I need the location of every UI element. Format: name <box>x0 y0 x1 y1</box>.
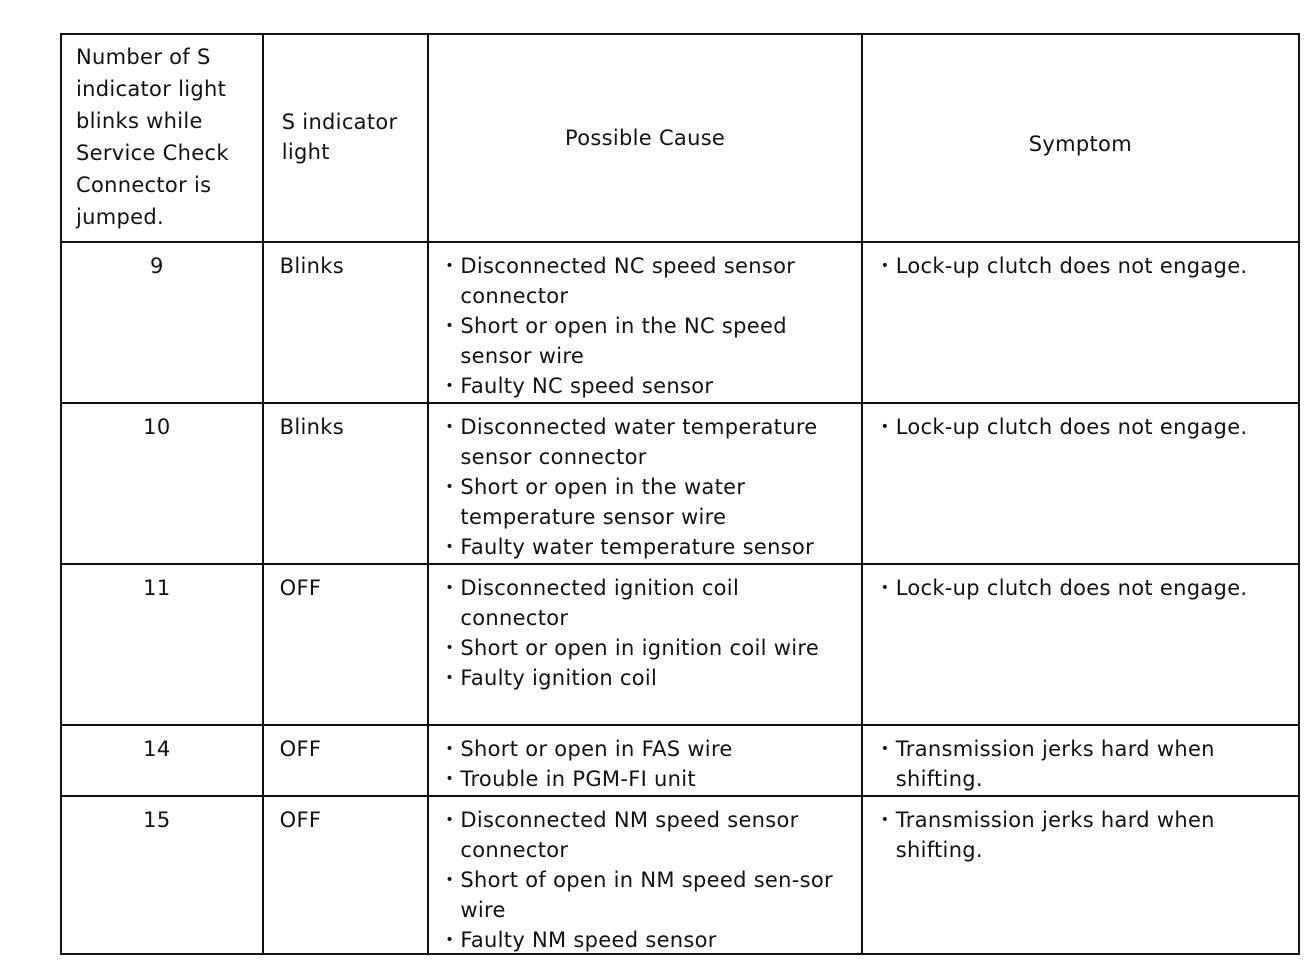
s-indicator-state: OFF <box>264 726 430 795</box>
diagnostic-table <box>60 33 1300 955</box>
header-symptom <box>863 35 1300 241</box>
symptom-cell <box>863 243 1300 402</box>
cause-list <box>443 251 852 401</box>
header-possible-cause-label: Possible Cause <box>565 126 726 150</box>
possible-cause-cell <box>429 726 862 795</box>
cause-item: • Short or open in the NC speed sensor wire <box>443 311 852 371</box>
cause-item: • Disconnected NC speed sensor connector <box>443 251 852 311</box>
symptom-item: • Transmission jerks hard when shifting. <box>879 734 1290 794</box>
cause-item: • Short of open in NM speed sen-sor wire <box>443 865 852 925</box>
cause-item: • Faulty water temperature sensor <box>443 532 852 562</box>
header-symptom-label: Symptom <box>1028 132 1132 156</box>
symptom-item: • Lock-up clutch does not engage. <box>879 573 1290 603</box>
cause-item: • Faulty NM speed sensor <box>443 925 852 955</box>
symptom-list <box>879 734 1290 794</box>
blink-count: 9 <box>62 243 264 402</box>
cause-item: • Disconnected ignition coil connector <box>443 573 852 633</box>
symptom-cell <box>863 565 1300 724</box>
symptom-cell <box>863 726 1300 795</box>
cause-item: • Faulty ignition coil <box>443 663 852 693</box>
table-row <box>62 243 1300 404</box>
blink-count: 11 <box>62 565 264 724</box>
cause-item: • Short or open in FAS wire <box>443 734 852 764</box>
symptom-item: • Transmission jerks hard when shifting. <box>879 805 1290 865</box>
symptom-list <box>879 573 1290 603</box>
possible-cause-cell <box>429 404 862 563</box>
s-indicator-state: Blinks <box>264 243 430 402</box>
cause-item: • Trouble in PGM-FI unit <box>443 764 852 794</box>
possible-cause-cell <box>429 243 862 402</box>
table-row <box>62 565 1300 726</box>
symptom-item: • Lock-up clutch does not engage. <box>879 412 1290 442</box>
table-header-row <box>62 35 1300 243</box>
cause-list <box>443 734 852 794</box>
symptom-cell <box>863 797 1300 953</box>
cause-item: • Short or open in ignition coil wire <box>443 633 852 663</box>
symptom-item: • Lock-up clutch does not engage. <box>879 251 1290 281</box>
cause-item: • Short or open in the water temperature sensor wire <box>443 472 852 532</box>
symptom-cell <box>863 404 1300 563</box>
blink-count: 15 <box>62 797 264 953</box>
table-row <box>62 404 1300 565</box>
table-row <box>62 797 1300 953</box>
cause-item: • Disconnected water temperature sensor connector <box>443 412 852 472</box>
s-indicator-state: OFF <box>264 797 430 953</box>
s-indicator-state: OFF <box>264 565 430 724</box>
s-indicator-state: Blinks <box>264 404 430 563</box>
symptom-list <box>879 251 1290 281</box>
blink-count: 14 <box>62 726 264 795</box>
cause-list <box>443 412 852 562</box>
header-s-indicator: S indicator light <box>264 35 430 241</box>
cause-list <box>443 805 852 955</box>
blink-count: 10 <box>62 404 264 563</box>
possible-cause-cell <box>429 565 862 724</box>
cause-item: • Faulty NC speed sensor <box>443 371 852 401</box>
cause-list <box>443 573 852 693</box>
cause-item: • Disconnected NM speed sensor connector <box>443 805 852 865</box>
symptom-list <box>879 412 1290 442</box>
header-possible-cause <box>429 35 862 241</box>
table-row <box>62 726 1300 797</box>
header-blinks: Number of S indicator light blinks while Service Check Connector is jumped. <box>62 35 264 241</box>
symptom-list <box>879 805 1290 865</box>
possible-cause-cell <box>429 797 862 953</box>
